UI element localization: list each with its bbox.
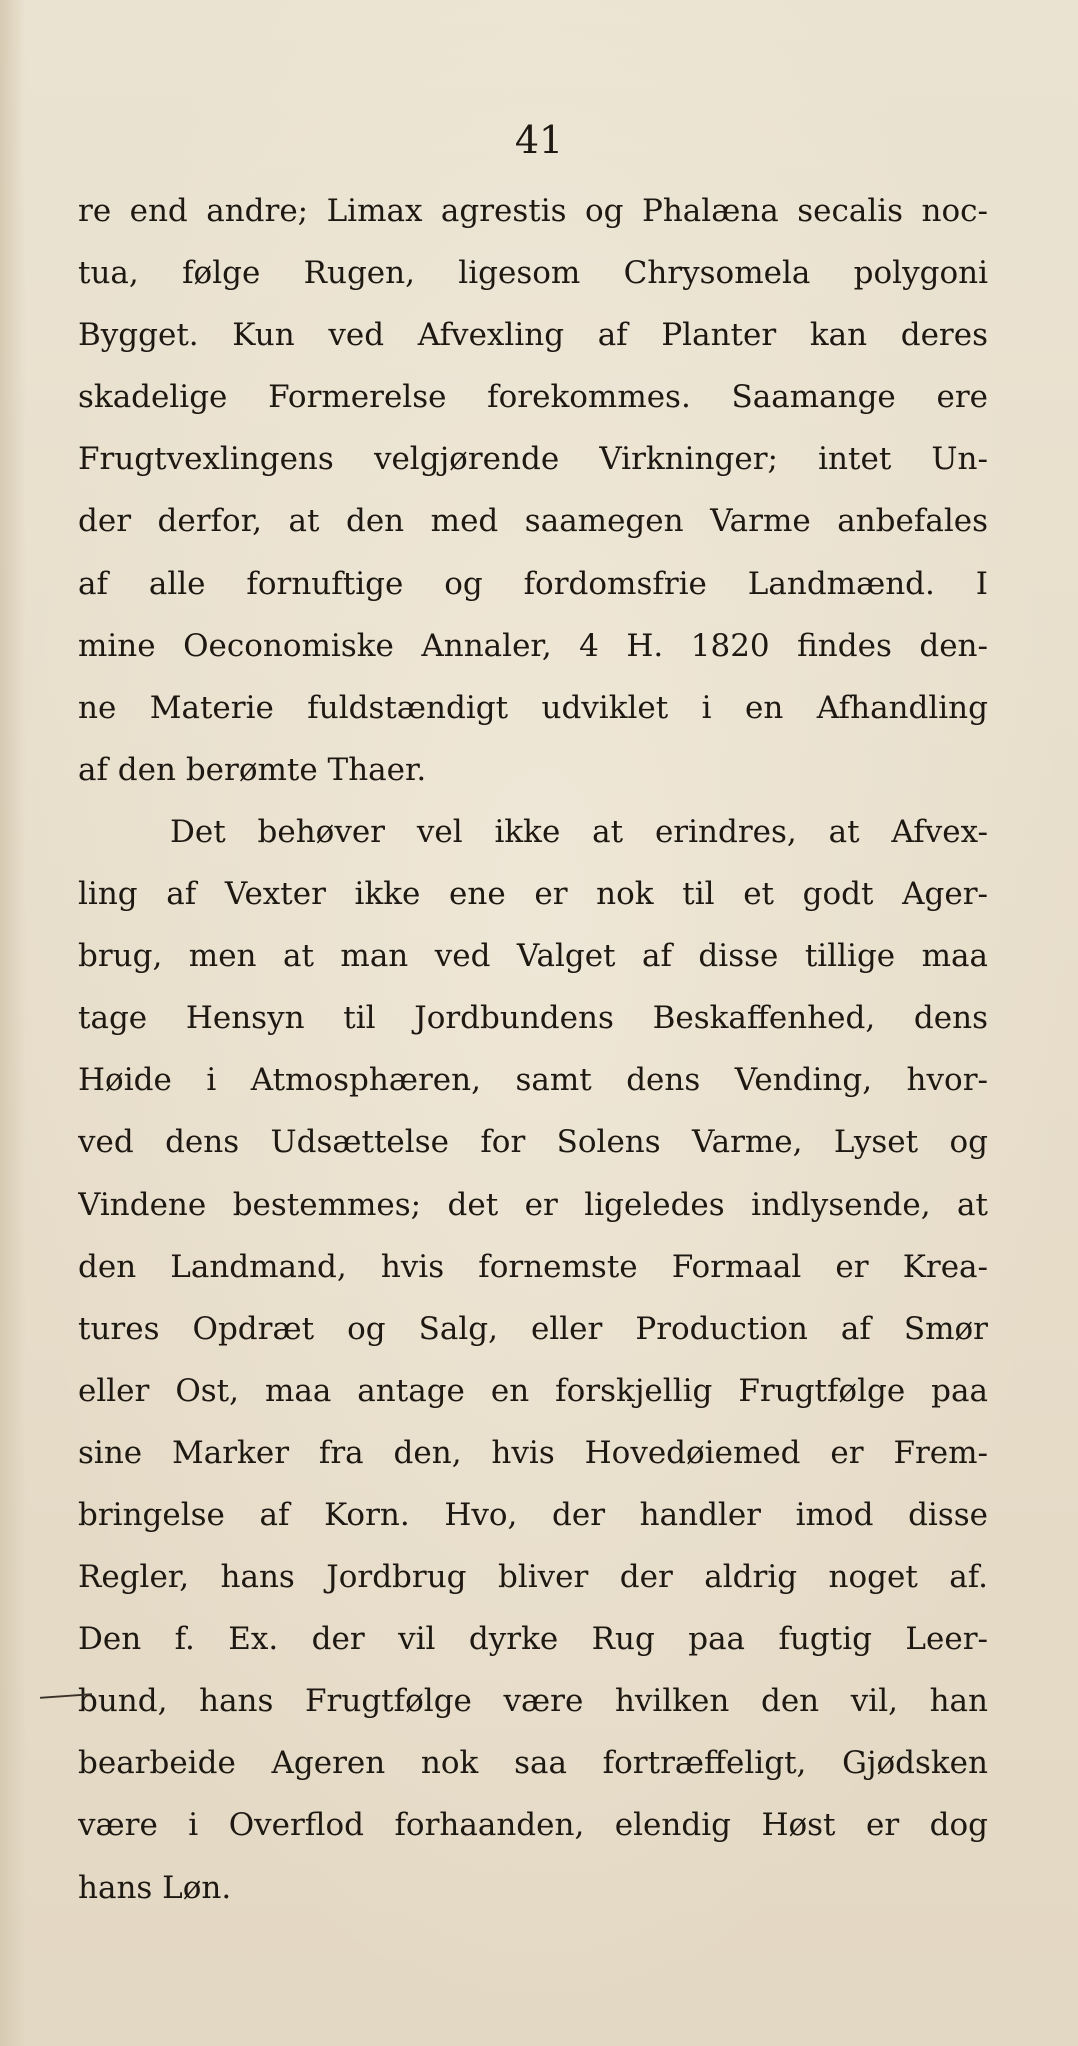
text-line: den Landmand, hvis fornemste Formaal er Krea- <box>78 1248 988 1285</box>
text-line: hans Løn. <box>78 1869 232 1906</box>
text-line: tua, følge Rugen, ligesom Chrysomela polygoni <box>78 255 988 292</box>
text-line: bearbeide Ageren nok saa fortræffeligt, Gjødsken <box>78 1745 988 1782</box>
text-line: tage Hensyn til Jordbundens Beskaffenhed, dens <box>78 1000 988 1037</box>
text-line: sine Marker fra den, hvis Hovedøiemed er Frem- <box>78 1434 988 1471</box>
text-line: Vindene bestemmes; det er ligeledes indlysende, at <box>78 1186 988 1223</box>
text-line: ling af Vexter ikke ene er nok til et godt Ager- <box>78 876 988 913</box>
text-line: re end andre; Limax agrestis og Phalæna secalis noc- <box>78 193 988 229</box>
text-line: Det behøver vel ikke at erindres, at Afvex- <box>170 813 988 850</box>
text-line: Høide i Atmosphæren, samt dens Vending, hvor- <box>78 1062 988 1099</box>
text-line: Bygget. Kun ved Afvexling af Planter kan deres <box>78 317 988 354</box>
text-line: skadelige Formerelse forekommes. Saamange ere <box>78 379 988 416</box>
text-line: mine Oeconomiske Annaler, 4 H. 1820 findes den- <box>78 627 988 664</box>
text-line: brug, men at man ved Valget af disse tillige maa <box>78 938 988 975</box>
text-line: Den f. Ex. der vil dyrke Rug paa fugtig Leer- <box>78 1621 988 1658</box>
text-line: af alle fornuftige og fordomsfrie Landmænd. I <box>78 565 988 602</box>
text-line: af den berømte Thaer. <box>78 751 427 788</box>
text-line: være i Overflod forhaanden, elendig Høst er dog <box>78 1807 988 1844</box>
text-line: der derfor, at den med saamegen Varme anbefales <box>78 503 988 540</box>
text-line: Frugtvexlingens velgjørende Virkninger; intet Un- <box>78 441 988 478</box>
page-edge-shadow <box>0 0 26 2046</box>
body-text <box>78 180 988 1919</box>
text-line: eller Ost, maa antage en forskjellig Frugtfølge paa <box>78 1372 988 1409</box>
page-number: 41 <box>514 118 564 162</box>
text-line: bund, hans Frugtfølge være hvilken den vil, han <box>78 1683 988 1720</box>
text-line: ne Materie fuldstændigt udviklet i en Afhandling <box>78 689 988 726</box>
text-line: ved dens Udsættelse for Solens Varme, Lyset og <box>78 1124 988 1161</box>
text-line: Regler, hans Jordbrug bliver der aldrig noget af. <box>78 1559 988 1596</box>
text-line: tures Opdræt og Salg, eller Production af Smør <box>78 1310 988 1347</box>
text-line: bringelse af Korn. Hvo, der handler imod disse <box>78 1496 988 1533</box>
